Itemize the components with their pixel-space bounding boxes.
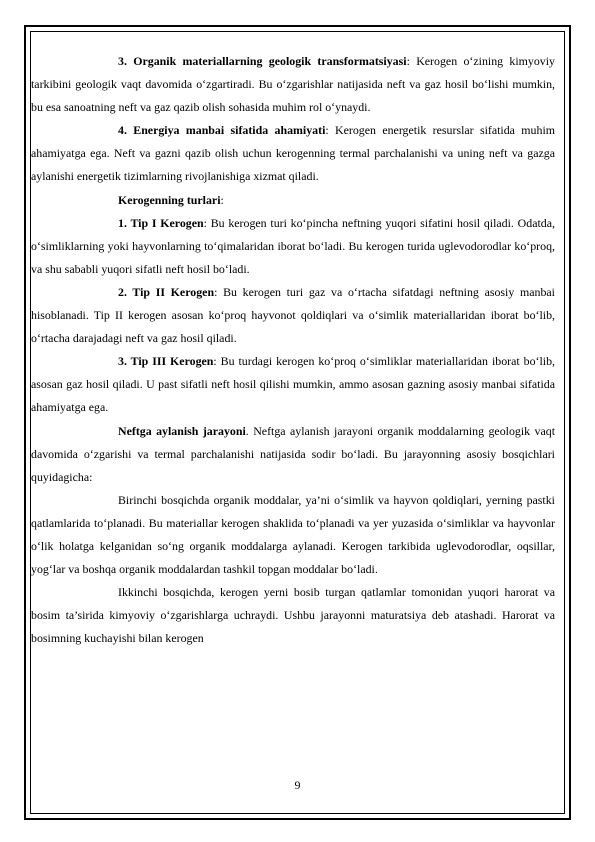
paragraph-text: : Bu kerogen turi gaz va o‘rtacha sifatdagi neftning asosiy manbai hisoblanadi. Tip II kerogen asosan ko‘proq hayvonot qoldiqlari va o‘simlik materiallaridan iborat bo‘lib, o‘rtacha darajadagi neft va gaz hosil qiladi. bbox=[31, 284, 555, 346]
paragraph-heading: Neftga aylanish jarayoni bbox=[118, 423, 246, 438]
paragraph-text: Birinchi bosqichda organik moddalar, ya’ni o‘simlik va hayvon qoldiqlari, yerning pastki qatlamlarida to‘planadi. Bu materiallar kerogen shaklida to‘planadi va yer yuzasida o‘simliklar va hayvonlar o‘lik holatga kelganidan so‘ng organik moddalarga aylanadi. Kerogen tarkibida uglevodorodlar, oqsillar, yog‘lar va boshqa organik moddalardan tashkil topgan moddalar bo‘ladi. bbox=[31, 492, 555, 577]
paragraph-heading: 3. Organik materiallarning geologik transformatsiyasi bbox=[118, 54, 407, 68]
paragraph-text: : Kerogen energetik resurslar sifatida muhim ahamiyatga ega. Neft va gazni qazib olish uchun kerogenning termal parchalanishi va uning neft va gazga aylanishi energetik tizimlarning rivojlanishiga xizmat qiladi. bbox=[31, 123, 555, 184]
paragraph-heading: 4. Energiya manbai sifatida ahamiyati bbox=[118, 123, 326, 138]
paragraph-oil-formation bbox=[31, 420, 555, 489]
paragraph-type-3 bbox=[31, 350, 555, 419]
page-number: 9 bbox=[294, 778, 301, 792]
paragraph-type-1 bbox=[31, 212, 555, 281]
paragraph-text: . Neftga aylanish jarayoni organik moddalarning geologik vaqt davomida o‘zgarishi va termal parchalanishi natijasida sodir bo‘ladi. Bu jarayonning asosiy bosqichlari quyidagicha: bbox=[31, 423, 556, 484]
paragraph-heading: 3. Tip III Kerogen bbox=[118, 354, 214, 369]
paragraph-heading: 1. Tip I Kerogen bbox=[118, 215, 204, 230]
paragraph-heading: 2. Tip II Kerogen bbox=[118, 284, 215, 299]
paragraph-text: : bbox=[220, 192, 224, 207]
section-heading: Kerogenning turlari bbox=[118, 192, 221, 207]
paragraph-text: : Bu kerogen turi ko‘pincha neftning yuqori sifatini hosil qiladi. Odatda, o‘simliklarning yoki hayvonlarning to‘qimalaridan iborat bo‘ladi. Bu kerogen turida uglevodorodlar ko‘proq, va shu sababli yuqori sifatli neft hosil bo‘ladi. bbox=[31, 215, 555, 276]
paragraph-text: : Kerogen o‘zining kimyoviy tarkibini geologik vaqt davomida o‘zgartiradi. Bu o‘zgarishlar natijasida neft va gaz hosil bo‘lishi mumkin, bu esa sanoatning neft va gaz qazib olish sohasida muhim rol o‘ynaydi. bbox=[31, 54, 556, 115]
paragraph-first-stage bbox=[31, 489, 555, 581]
paragraph-text: Ikkinchi bosqichda, kerogen yerni bosib turgan qatlamlar tomonidan yuqori harorat va bosim ta’sirida kimyoviy o‘zgarishlarga uchraydi. Ushbu jarayonni maturatsiya deb atashadi. Harorat va bosimning kuchayishi bilan kerogen bbox=[31, 585, 555, 646]
paragraph-text: : Bu turdagi kerogen ko‘proq o‘simliklar materiallaridan iborat bo‘lib, asosan gaz hosil qiladi. U past sifatli neft hosil qilishi mumkin, ammo asosan gazning asosiy manbai sifatida ahamiyatga ega. bbox=[31, 354, 555, 415]
document-body bbox=[31, 50, 556, 650]
paragraph-kerogen-types-heading bbox=[31, 189, 555, 212]
paragraph-second-stage bbox=[31, 581, 555, 650]
paragraph-energy bbox=[31, 119, 555, 188]
paragraph-transformation bbox=[31, 50, 555, 119]
paragraph-type-2 bbox=[31, 281, 555, 350]
